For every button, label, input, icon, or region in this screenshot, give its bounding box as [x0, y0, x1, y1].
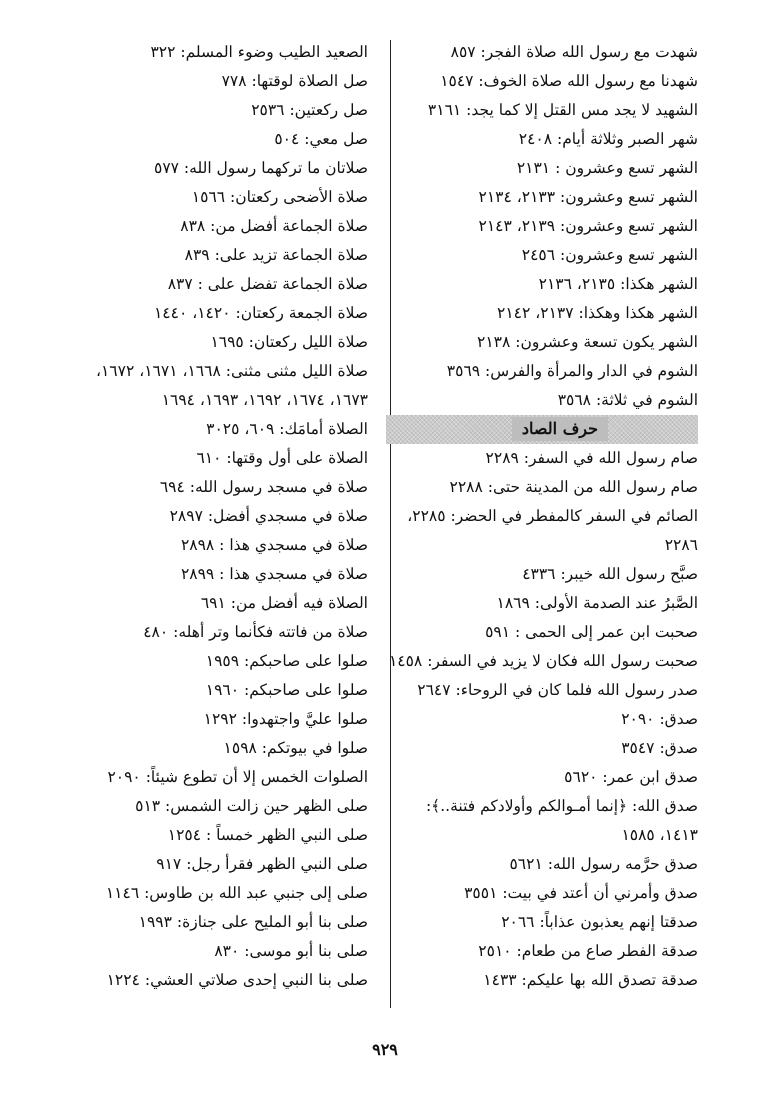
index-entry: الشهر تسع وعشرون : ٢١٣١: [516, 159, 698, 177]
index-entry: ١٦٧٣، ١٦٧٤، ١٦٩٢، ١٦٩٣، ١٦٩٤: [161, 391, 368, 409]
index-entry: صلاة في مسجدي هذا : ٢٨٩٩: [180, 565, 368, 583]
index-entry: صلوا على صاحبكم: ١٩٥٩: [205, 652, 368, 670]
index-entry: الشهيد لا يجد مس القتل إلا كما يجد: ٣١٦١: [427, 101, 698, 119]
index-entry: الشهر تسع وعشرون: ٢٤٥٦: [521, 246, 698, 264]
index-entry: الصلوات الخمس إلا أن تطوع شيئاً: ٢٠٩٠: [107, 768, 368, 786]
index-entry: ١٤١٣، ١٥٨٥: [621, 826, 698, 844]
index-entry: صام رسول الله من المدينة حتى: ٢٢٨٨: [449, 478, 698, 496]
index-entry: صلاة الليل مثنى مثنى: ١٦٦٨، ١٦٧١، ١٦٧٢،: [95, 362, 368, 380]
index-entry: الشهر هكذا وهكذا: ٢١٣٧، ٢١٤٢: [497, 304, 698, 322]
index-entry: صدقة الفطر صاع من طعام: ٢٥١٠: [478, 942, 698, 960]
section-header: [386, 415, 698, 444]
index-entry: صدر رسول الله فلما كان في الروحاء: ٢٦٤٧: [417, 681, 698, 699]
index-entry: الشوم في الدار والمرأة والفرس: ٣٥٦٩: [446, 362, 698, 380]
index-entry: صدق: ٢٠٩٠: [621, 710, 698, 728]
index-entry: صلاة في مسجد رسول الله: ٦٩٤: [159, 478, 368, 496]
index-entry: صلوا عليَّ واجتهدوا: ١٢٩٢: [203, 710, 368, 728]
index-entry: الشهر تسع وعشرون: ٢١٣٩، ٢١٤٣: [478, 217, 698, 235]
index-entry: صدقة تصدق الله بها عليكم: ١٤٣٣: [483, 971, 698, 989]
index-entry: صحبت ابن عمر إلى الحمى : ٥٩١: [485, 623, 698, 641]
index-entry: صلى بنا أبو موسى: ٨٣٠: [214, 942, 368, 960]
index-entry: صلاة الأضحى ركعتان: ١٥٦٦: [191, 188, 368, 206]
index-entry: صل معي: ٥٠٤: [274, 130, 368, 148]
index-entry: صلى الظهر حين زالت الشمس: ٥١٣: [135, 797, 368, 815]
index-entry: صلاة الجماعة أفضل من: ٨٣٨: [180, 217, 368, 235]
index-entry: صلاة الجماعة تزيد على: ٨٣٩: [184, 246, 368, 264]
index-entry: صلوا على صاحبكم: ١٩٦٠: [205, 681, 368, 699]
index-entry: صل ركعتين: ٢٥٣٦: [251, 101, 368, 119]
index-entry: الصائم في السفر كالمفطر في الحضر: ٢٢٨٥،: [407, 507, 698, 525]
index-entry: صلاة من فاتته فكأنما وتر أهله: ٤٨٠: [143, 623, 368, 641]
index-entry: الصلاة فيه أفضل من: ٦٩١: [200, 594, 368, 612]
index-entry: الصَّبرُ عند الصدمة الأولى: ١٨٦٩: [496, 594, 698, 612]
index-entry: الشهر يكون تسعة وعشرون: ٢١٣٨: [477, 333, 698, 351]
index-entry: صدق ابن عمر: ٥٦٢٠: [564, 768, 698, 786]
index-entry: الصعيد الطيب وضوء المسلم: ٣٢٢: [150, 43, 368, 61]
index-entry: صلاة في مسجدي هذا : ٢٨٩٨: [180, 536, 368, 554]
index-entry: شهدنا مع رسول الله صلاة الخوف: ١٥٤٧: [440, 72, 698, 90]
index-entry: صل الصلاة لوقتها: ٧٧٨: [221, 72, 368, 90]
index-entry: ٢٢٨٦: [664, 536, 698, 554]
page-number: ٩٢٩: [372, 1040, 398, 1059]
index-entry: الشوم في ثلاثة: ٣٥٦٨: [557, 391, 698, 409]
index-entry: صلى النبي الظهر خمساً : ١٢٥٤: [167, 826, 368, 844]
index-entry: صدقتا إنهم يعذبون عذاباً: ٢٠٦٦: [501, 913, 698, 931]
index-entry: صلوا في بيوتكم: ١٥٩٨: [223, 739, 368, 757]
left-column: [0, 38, 368, 995]
index-entry: صحبت رسول الله فكان لا يزيد في السفر: ١٤٥٨: [388, 652, 698, 670]
index-entry: صام رسول الله في السفر: ٢٢٨٩: [485, 449, 698, 467]
index-entry: صدق الله: ﴿إنما أمـوالكم وأولادكم فتنة..﴾:: [425, 797, 698, 815]
index-entry: صلاة الجماعة تفضل على : ٨٣٧: [167, 275, 368, 293]
index-entry: صلاة في مسجدي أفضل: ٢٨٩٧: [169, 507, 368, 525]
index-entry: صدق حرَّمه رسول الله: ٥٦٢١: [509, 855, 698, 873]
index-entry: صلاتان ما تركهما رسول الله: ٥٧٧: [154, 159, 368, 177]
index-entry: صبَّح رسول الله خيبر: ٤٣٣٦: [522, 565, 698, 583]
index-entry: صلى بنا النبي إحدى صلاتي العشي: ١٢٢٤: [106, 971, 368, 989]
index-entry: الشهر هكذا: ٢١٣٥، ٢١٣٦: [538, 275, 698, 293]
index-entry: صلى إلى جنبي عبد الله بن طاوس: ١١٤٦: [105, 884, 368, 902]
index-entry: صلى بنا أبو المليح على جنازة: ١٩٩٣: [138, 913, 368, 931]
index-entry: صلاة الجمعة ركعتان: ١٤٢٠، ١٤٤٠: [153, 304, 368, 322]
index-entry: الصلاة على أول وقتها: ٦١٠: [196, 449, 368, 467]
index-entry: الشهر تسع وعشرون: ٢١٣٣، ٢١٣٤: [478, 188, 698, 206]
index-entry: صدق وأمرني أن أعتد في بيت: ٣٥٥١: [464, 884, 698, 902]
index-entry: صدق: ٣٥٤٧: [621, 739, 698, 757]
index-entry: صلاة الليل ركعتان: ١٦٩٥: [210, 333, 368, 351]
index-entry: شهدت مع رسول الله صلاة الفجر: ٨٥٧: [450, 43, 698, 61]
section-header-title: حرف الصاد: [512, 417, 608, 441]
index-entry: شهر الصبر وثلاثة أيام: ٢٤٠٨: [518, 130, 698, 148]
index-entry: صلى النبي الظهر فقرأ رجل: ٩١٧: [156, 855, 368, 873]
right-column: [386, 38, 698, 995]
index-entry: الصلاة أمامَك: ٦٠٩، ٣٠٢٥: [206, 420, 368, 438]
